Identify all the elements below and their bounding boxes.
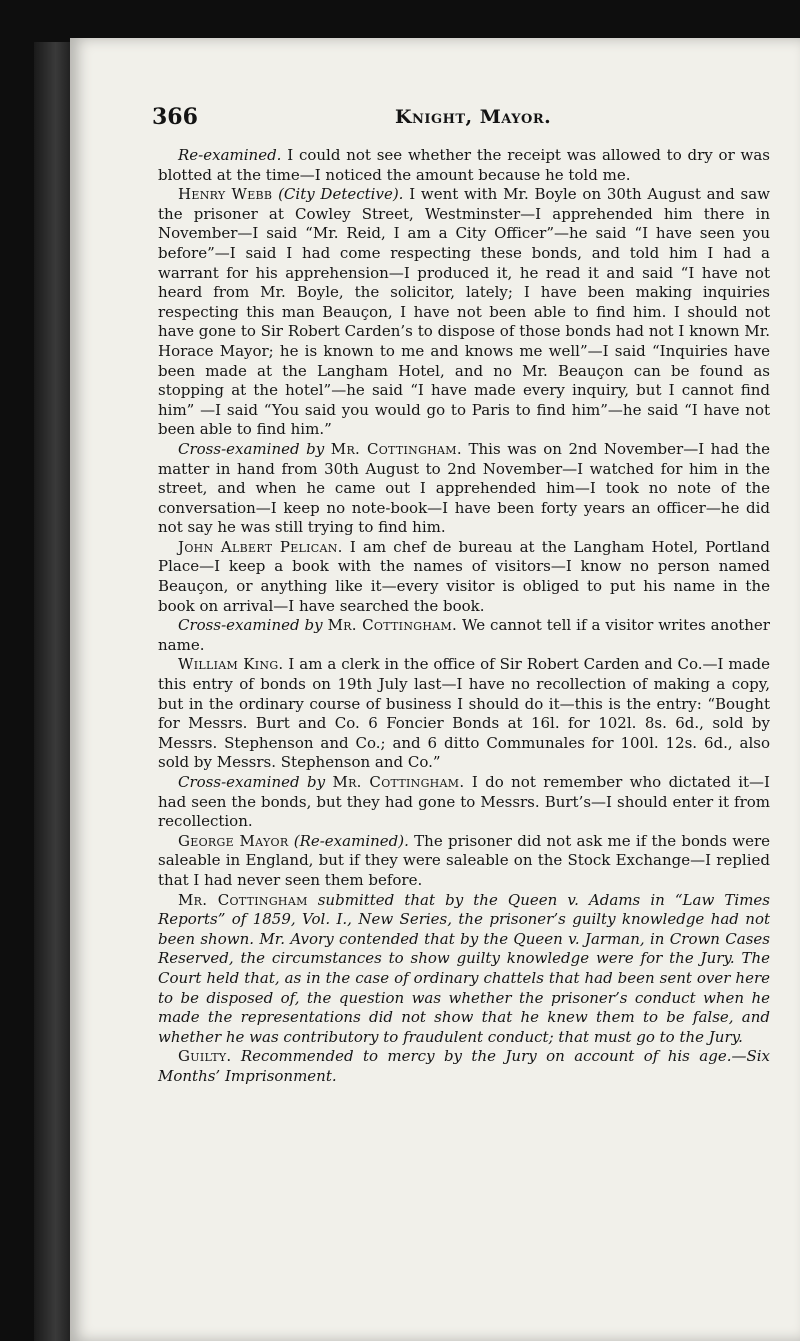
examination-label: Cross-examined by	[178, 773, 326, 791]
paragraph-re-examined	[158, 146, 770, 185]
examination-label: Re-examined.	[178, 146, 282, 164]
sentence-text: Recommended to mercy by the Jury on account of his age.—Six Months’ Imprisonment.	[158, 1047, 770, 1085]
testimony-text: This was on 2nd November—I had the matter in hand from 30th August to 2nd November—I watched for him in the street, and when he came out I apprehended him—I took no note of the conversation—I keep no note-book—I have been forty years an officer—he did not say he was still trying to find him.	[158, 439, 770, 537]
testimony-text: I do not remember who dictated it—I had seen the bonds, but they had gone to Messrs. Burt’s—I should enter it from recollection.	[158, 773, 770, 831]
witness-name: John Albert Pelican.	[178, 537, 343, 556]
testimony-text: I am chef de bureau at the Langham Hotel, Portland Place—I keep a book with the names of visitors—I know no person named Beauçon, or anything like it—every visitor is obliged to put his name in the book on arrival—I have searched the book.	[158, 537, 770, 615]
book-binding	[34, 42, 70, 1341]
page-body	[158, 146, 770, 1087]
counsel-name: Mr. Cottingham.	[330, 439, 462, 458]
paragraph-verdict	[158, 1047, 770, 1086]
examination-label: Cross-examined by	[178, 439, 325, 458]
witness-name: Henry Webb	[178, 185, 273, 204]
witness-name: William King.	[178, 655, 284, 674]
counsel-name: Mr. Cottingham.	[332, 773, 465, 791]
paragraph-cross-examined-pelican	[158, 616, 770, 655]
witness-role: (City Detective).	[278, 185, 404, 204]
paragraph-william-king	[158, 655, 770, 773]
page-number: 366	[152, 104, 198, 130]
counsel-name: Mr. Cottingham.	[327, 616, 458, 635]
verdict-label: Guilty.	[178, 1047, 232, 1066]
paragraph-henry-webb	[158, 185, 770, 440]
running-head: Knight, Mayor.	[395, 106, 552, 128]
paragraph-john-albert-pelican	[158, 538, 770, 616]
examination-label: Cross-examined by	[178, 616, 323, 635]
counsel-name: Mr. Cottingham	[178, 890, 308, 909]
paragraph-cross-examined-king	[158, 773, 770, 832]
testimony-text: I am a clerk in the office of Sir Robert Carden and Co.—I made this entry of bonds on 19th July last—I have no recollection of making a copy, but in the ordinary course of business I should do it—this is the entry: “Bought for Messrs. Burt and Co. 6 Foncier Bonds at 16l. for 102l. 8s. 6d., sold by Messrs. Stephenson and Co.; and 6 ditto Communales for 100l. 12s. 6d., also sold by Messrs. Stephenson and Co.”	[158, 655, 770, 772]
testimony-text: The prisoner did not ask me if the bonds were saleable in England, but if they were saleable on the Stock Exchange—I replied that I had never seen them before.	[158, 831, 770, 889]
testimony-text: I went with Mr. Boyle on 30th August and saw the prisoner at Cowley Street, Westminster—I apprehended him there in November—I said “Mr. Reid, I am a City Officer”—he said “I have seen you before”—I said I had come respecting these bonds, and told him I had a warrant for his apprehension—I produced it, he read it and said “I have not heard from Mr. Boyle, the solicitor, lately; I have been making inquiries respecting this man Beauçon, I have not been able to find him. I should not have gone to Sir Robert Carden’s to dispose of those bonds had not I known Mr. Horace Mayor; he is known to me and knows me well”—I said “Inquiries have been made at the Langham Hotel, and no Mr. Beauçon can be found as stopping at the hotel”—he said “I have made every inquiry, but I cannot find him” —I said “You said you would go to Paris to find him”—he said “I have not been able to find him.”	[158, 185, 771, 439]
witness-role: (Re-examined).	[293, 831, 409, 850]
page-header	[152, 104, 792, 144]
paragraph-george-mayor	[158, 832, 770, 891]
paragraph-legal-argument	[158, 891, 770, 1048]
argument-text: submitted that by the Queen v. Adams in “Law Times Reports” of 1859, Vol. I., New Series, the prisoner’s guilty knowledge had not been shown. Mr. Avory contended that by the Queen v. Jarman, in Crown Cases Reserved, the circumstances to show guilty knowledge were for the Jury. The Court held that, as in the case of ordinary chattels that had been sent over here to be disposed of, the question was whether the prisoner’s conduct when he made the representations did not show that he knew them to be false, and whether he was contributory to fraudulent conduct; that must go to the Jury.	[158, 890, 770, 1046]
testimony-text: We cannot tell if a visitor writes another name.	[158, 616, 770, 654]
testimony-text: I could not see whether the receipt was allowed to dry or was blotted at the time—I noticed the amount because he told me.	[158, 146, 770, 184]
witness-name: George Mayor	[178, 831, 289, 850]
paragraph-cross-examined-webb	[158, 440, 770, 538]
